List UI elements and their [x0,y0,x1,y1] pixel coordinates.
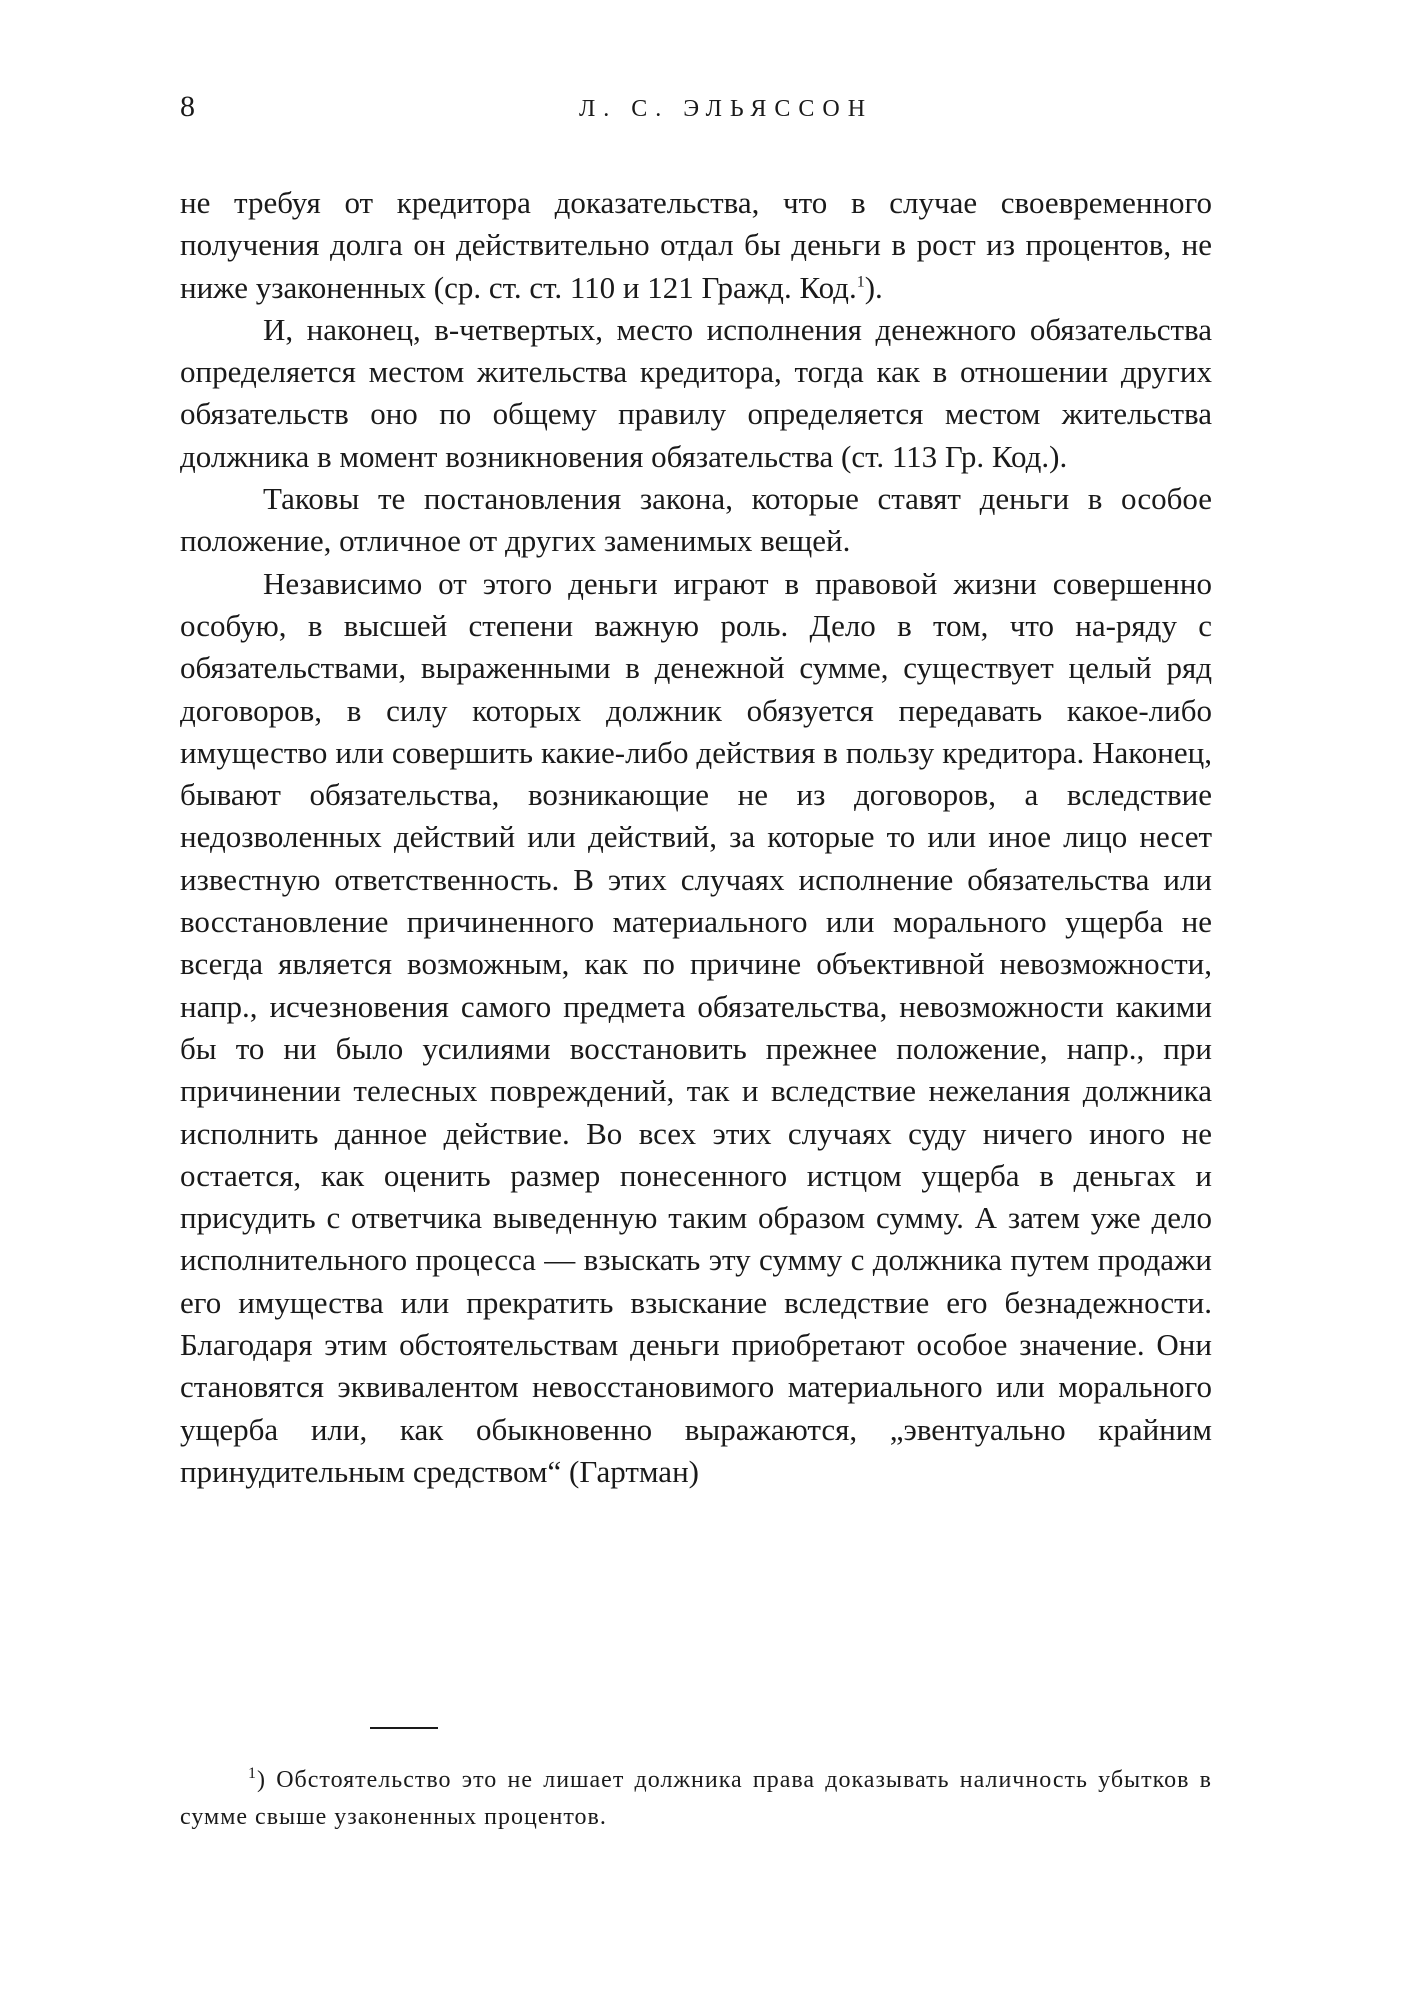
page-header [180,90,1212,130]
running-head: Л. С. ЭЛЬЯССОН [578,96,874,122]
footnote-paragraph [180,1762,1212,1836]
page-number: 8 [180,90,195,123]
footnote-marker: 1 [248,1765,257,1782]
paragraph-2: И, наконец, в-четвертых, место исполнения денежного обязательства определяется местом жительства кредитора, тогда как в отношении других обязательств оно по общему правилу определяется местом жительства должника в момент возникновения обязательства (ст. 113 Гр. Код.). [180,311,1212,474]
footnote-separator [370,1727,438,1729]
body-text [180,182,1212,1493]
footnote-reference: 1 [856,273,865,291]
paragraph-1 [180,182,1212,309]
footnote [180,1762,1212,1836]
paragraph-1-text: не требуя от кредитора доказательства, что в случае своевременного получения долга он действительно отдал бы деньги в рост из процентов, не ниже узаконенных (ср. ст. ст. 110 и 121 Гражд. Код. [180,185,1212,305]
paragraph-3: Таковы те постановления закона, которые ставят деньги в особое положение, отличное от других заменимых вещей. [180,481,1212,559]
paragraph-1-end: ). [864,269,883,305]
footnote-text: ) Обстоятельство это не лишает должника права доказывать наличность убытков в сумме свыше узаконенных процентов. [180,1767,1212,1830]
paragraph-4: Независимо от этого деньги играют в правовой жизни совершенно особую, в высшей степени важную роль. Дело в том, что на-ряду с обязательствами, выраженными в денежной сумме, существует целый ряд договоров, в силу которых должник обязуется передавать какое-либо имущество или совершить какие-либо действия в пользу кредитора. Наконец, бывают обязательства, возникающие не из договоров, а вследствие недозволенных действий или действий, за которые то или иное лицо несет известную ответственность. В этих случаях исполнение обязательства или восстановление причиненного материального или морального ущерба не всегда является возможным, как по причине объективной невозможности, напр., исчезновения самого предмета обязательства, невозможности какими бы то ни было усилиями восстановить прежнее положение, напр., при причинении телесных повреждений, так и вследствие нежелания должника исполнить данное действие. Во всех этих случаях суду ничего иного не остается, как оценить размер понесенного истцом ущерба в деньгах и присудить с ответчика выведенную таким образом сумму. А затем уже дело исполнительного процесса — взыскать эту сумму с должника путем продажи его имущества или прекратить взыскание вследствие его безнадежности. Благодаря этим обстоятельствам деньги приобретают особое значение. Они становятся эквивалентом невосстановимого материального или морального ущерба или, как обыкновенно выражаются, „эвентуально крайним принудительным средством“ (Гартман) [180,565,1212,1489]
